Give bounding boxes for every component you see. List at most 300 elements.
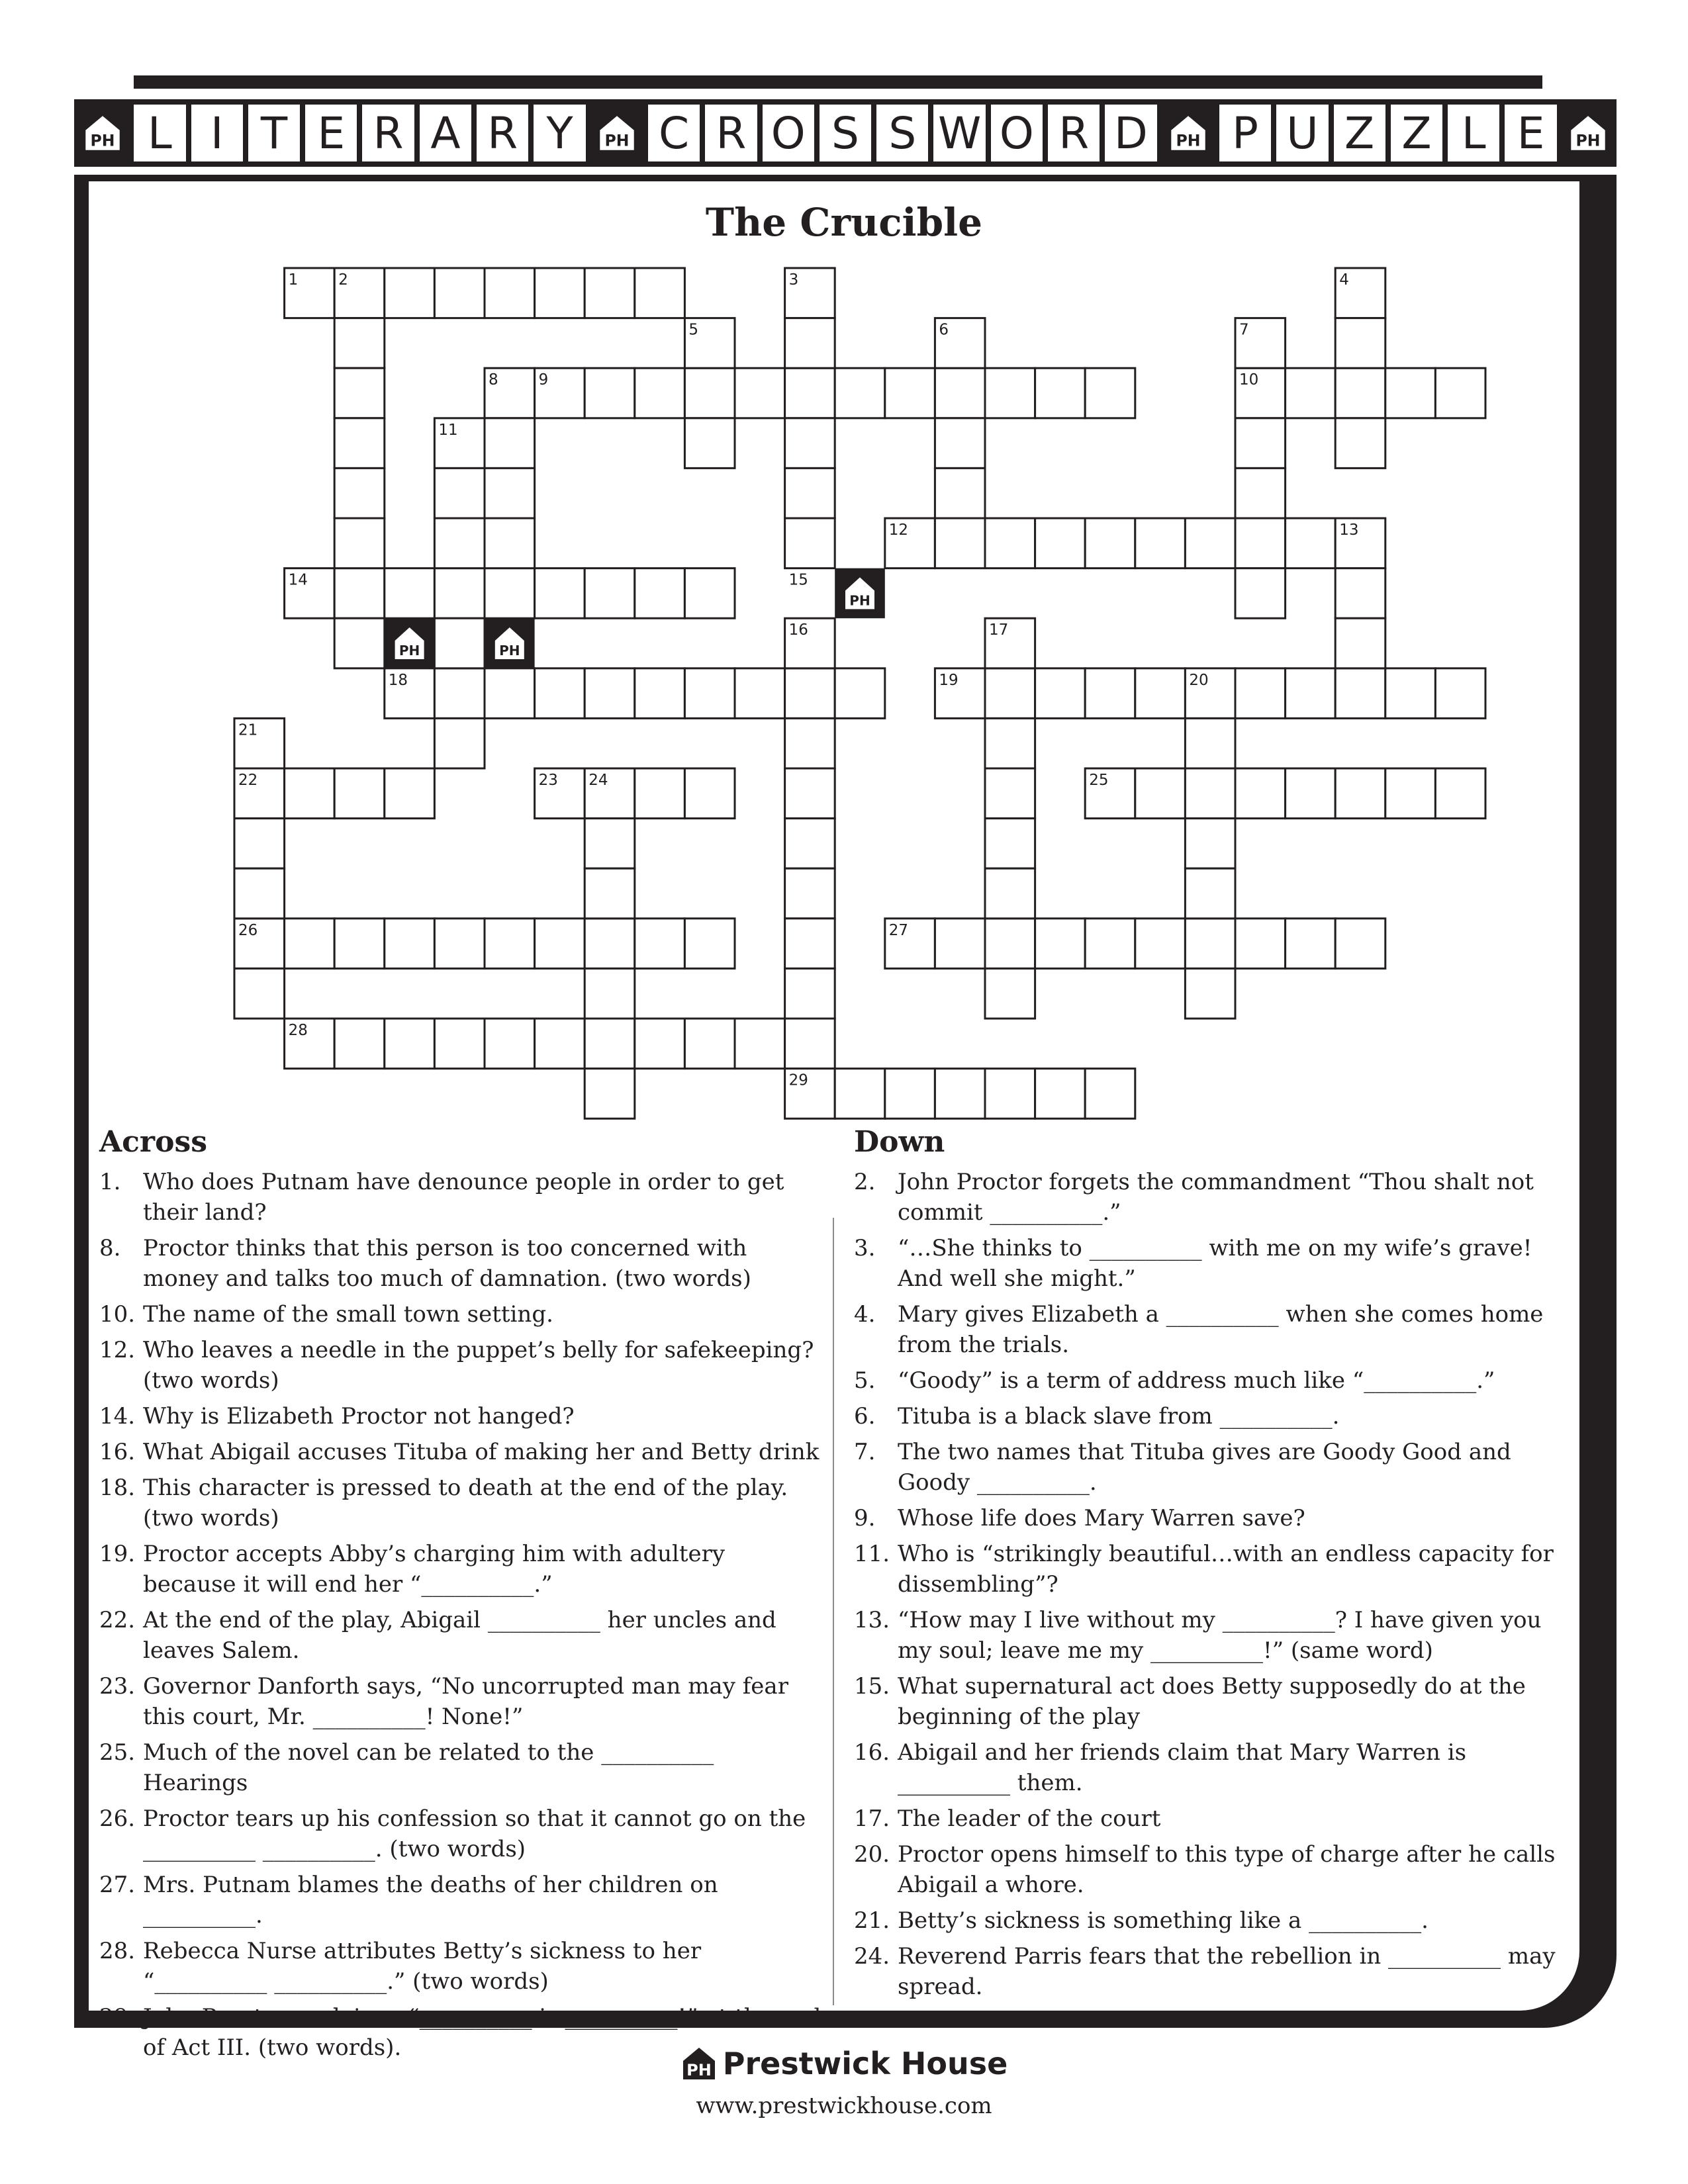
grid-cell[interactable] [785,318,835,369]
clue-number: 6. [854,1403,876,1430]
grid-cell[interactable] [785,819,835,869]
clue-text: The two names that Tituba gives are Goody Good and Goody __________. [898,1439,1511,1496]
grid-cell[interactable] [1235,569,1286,619]
grid-cell[interactable] [1185,868,1235,919]
grid-cell[interactable] [985,819,1035,869]
grid-cell[interactable] [785,668,835,719]
grid-cell[interactable] [434,268,485,318]
clue-number: 14 [288,571,308,589]
clue-number: 13. [854,1607,890,1633]
grid-cell[interactable] [985,518,1035,569]
down-clue [854,1503,1582,1533]
down-clue [854,1737,1582,1798]
grid-cell[interactable] [785,768,835,819]
grid-cell[interactable] [585,1019,635,1069]
grid-cell[interactable] [334,1019,385,1069]
grid-cell[interactable] [1286,768,1336,819]
clue-text: Proctor tears up his confession so that it cannot go on the __________ __________. (two words) [143,1805,806,1862]
title-letter: A [420,105,471,161]
clue-text: Proctor accepts Abby’s charging him with adultery because it will end her “__________.” [143,1541,726,1598]
grid-cell[interactable] [785,919,835,969]
clue-number: 18. [99,1475,136,1501]
grid-cell[interactable] [635,368,685,418]
grid-cell[interactable] [935,368,985,418]
clue-number: 27 [888,921,909,939]
grid-cell[interactable] [1335,368,1385,418]
grid-cell[interactable] [835,1069,885,1119]
grid-cell[interactable] [1235,518,1286,569]
down-clue [854,1671,1582,1732]
grid-cell[interactable] [985,868,1035,919]
grid-cell[interactable] [585,868,635,919]
grid-cell[interactable] [785,368,835,418]
grid-cell[interactable] [935,518,985,569]
grid-cell[interactable] [935,919,985,969]
across-heading: Across [99,1125,208,1159]
grid-cell[interactable] [1185,819,1235,869]
clue-text: Proctor thinks that this person is too concerned with money and talks too much of damnation. (two words) [143,1235,751,1292]
clue-text: Who leaves a needle in the puppet’s belly for safekeeping? (two words) [143,1337,814,1394]
across-clue [99,1539,824,1600]
clue-text: Reverend Parris fears that the rebellion in __________ may spread. [898,1943,1556,2000]
grid-cell[interactable] [935,1069,985,1119]
grid-cell[interactable] [234,819,285,869]
grid-cell[interactable] [485,268,535,318]
across-clue [99,1335,824,1396]
grid-cell[interactable] [585,819,635,869]
grid-cell[interactable] [1085,1069,1135,1119]
clue-number: 11 [438,421,458,439]
grid-cell[interactable] [385,1019,435,1069]
grid-cell[interactable] [985,368,1035,418]
clue-text: Proctor opens himself to this type of charge after he calls Abigail a whore. [898,1841,1556,1898]
grid-cell[interactable] [684,569,735,619]
grid-cell[interactable] [1135,768,1186,819]
grid-cell[interactable] [1435,768,1485,819]
grid-cell[interactable] [434,919,485,969]
grid-cell[interactable] [585,668,635,719]
grid-cell[interactable] [1235,418,1286,469]
grid-cell[interactable] [1335,318,1385,369]
grid-cell[interactable] [684,1019,735,1069]
clue-text: Whose life does Mary Warren save? [898,1505,1305,1531]
grid-cell[interactable] [885,1069,935,1119]
svg-text:PH: PH [1176,131,1201,150]
across-clue [99,1605,824,1666]
clue-number: 3 [788,271,799,289]
grid-cell[interactable] [585,268,635,318]
clue-number: 29 [788,1071,808,1089]
grid-cell[interactable] [334,919,385,969]
grid-cell[interactable] [334,368,385,418]
grid-cell[interactable] [635,919,685,969]
across-clue [99,1401,824,1432]
svg-text:PH: PH [686,2061,712,2079]
clue-text: “How may I live without my __________? I have given you my soul; leave me my __________!” (same word) [898,1607,1542,1664]
grid-cell[interactable] [334,318,385,369]
title-letter: E [305,105,357,161]
down-clue [854,1365,1582,1396]
svg-text:PH: PH [499,643,520,659]
grid-cell[interactable] [985,1069,1035,1119]
grid-cell[interactable] [1185,968,1235,1019]
down-clue [854,1539,1582,1600]
grid-cell[interactable] [985,919,1035,969]
grid-cell[interactable] [485,518,535,569]
clue-text: John Proctor forgets the commandment “Thou shalt not commit __________.” [898,1169,1534,1226]
down-clue [854,1839,1582,1900]
svg-text:PH: PH [399,643,420,659]
across-clue [99,1167,824,1228]
grid-cell[interactable] [234,868,285,919]
across-clue [99,1936,824,1997]
clue-number: 23 [538,772,558,789]
clue-number: 7 [1239,321,1249,339]
clue-number: 24 [588,772,608,789]
grid-cell[interactable] [684,919,735,969]
grid-cell[interactable] [1235,668,1286,719]
clue-text: What Abigail accuses Tituba of making her and Betty drink [143,1439,820,1465]
grid-cell[interactable] [785,468,835,518]
grid-cell[interactable] [434,1019,485,1069]
clue-number: 10 [1239,371,1259,389]
grid-cell[interactable] [485,668,535,719]
title-letter: O [991,105,1043,161]
grid-cell[interactable] [1286,668,1336,719]
grid-cell[interactable] [434,569,485,619]
grid-cell[interactable] [1235,468,1286,518]
clue-number: 21 [238,721,258,739]
grid-cell[interactable] [1085,668,1135,719]
grid-cell[interactable] [785,518,835,569]
clue-text: Betty’s sickness is something like a __________. [898,1907,1429,1934]
grid-cell[interactable] [1235,919,1286,969]
grid-cell[interactable] [585,968,635,1019]
clue-number: 15. [854,1673,890,1700]
clue-text: At the end of the play, Abigail __________ her uncles and leaves Salem. [143,1607,776,1664]
grid-cell[interactable] [635,668,685,719]
grid-cell[interactable] [334,618,385,668]
grid-cell[interactable] [1235,768,1286,819]
grid-cell[interactable] [1335,569,1385,619]
puzzle-title: The Crucible [705,200,983,245]
svg-text:PH: PH [90,131,115,150]
clue-number: 16. [854,1739,890,1766]
grid-cell[interactable] [385,268,435,318]
grid-cell[interactable] [434,618,485,668]
grid-cell[interactable] [1135,668,1186,719]
clue-text: Abigail and her friends claim that Mary Warren is __________ them. [898,1739,1467,1796]
clue-number: 29. [99,2004,136,2030]
grid-cell[interactable] [1335,618,1385,668]
grid-cell[interactable] [385,569,435,619]
brand-name: Prestwick House [722,2046,1008,2081]
clue-number: 17. [854,1805,890,1832]
title-letter: P [1219,105,1271,161]
grid-cell[interactable] [1185,919,1235,969]
clue-text: This character is pressed to death at the end of the play. (two words) [143,1475,788,1531]
grid-cell[interactable] [1035,668,1086,719]
grid-cell[interactable] [485,569,535,619]
grid-cell[interactable] [735,668,785,719]
clue-number: 27. [99,1872,136,1898]
svg-text:PH: PH [604,131,630,150]
grid-cell[interactable] [735,1019,785,1069]
clue-number: 10. [99,1301,136,1328]
grid-cell[interactable] [985,968,1035,1019]
grid-cell[interactable] [1035,919,1086,969]
prestwick-house-logo-icon [385,618,435,668]
grid-cell[interactable] [684,668,735,719]
title-letter: R [1048,105,1100,161]
title-letter: R [477,105,528,161]
grid-cell[interactable] [285,919,335,969]
grid-cell[interactable] [334,468,385,518]
title-letter: S [820,105,871,161]
clue-number: 7. [854,1439,876,1465]
grid-cell[interactable] [535,1019,585,1069]
grid-cell[interactable] [835,368,885,418]
grid-cell[interactable] [1185,768,1235,819]
across-clue [99,1473,824,1533]
clue-number: 25 [1089,772,1109,789]
grid-cell[interactable] [434,668,485,719]
grid-cell[interactable] [535,268,585,318]
title-letter: Z [1391,105,1442,161]
clue-text: Tituba is a black slave from __________. [898,1403,1340,1430]
grid-cell[interactable] [1335,768,1385,819]
across-clue [99,1870,824,1931]
clue-number: 25. [99,1739,136,1766]
across-clue [99,1671,824,1732]
title-letter: R [362,105,414,161]
grid-cell[interactable] [1035,518,1086,569]
grid-cell[interactable] [334,569,385,619]
title-letter: I [191,105,243,161]
grid-cell[interactable] [485,468,535,518]
grid-cell[interactable] [635,1019,685,1069]
clue-number: 28. [99,1938,136,1964]
clue-number: 5 [688,321,699,339]
clue-number: 12. [99,1337,136,1363]
grid-cell[interactable] [1435,368,1485,418]
grid-cell[interactable] [1135,919,1186,969]
title-letter: T [248,105,300,161]
grid-cell[interactable] [385,919,435,969]
grid-cell[interactable] [1085,518,1135,569]
clue-number: 1. [99,1169,121,1195]
clue-number: 5. [854,1367,876,1394]
grid-cell[interactable] [835,668,885,719]
grid-cell[interactable] [985,668,1035,719]
down-clue [854,1299,1582,1360]
grid-cell[interactable] [485,1019,535,1069]
clue-text: The name of the small town setting. [143,1301,553,1328]
clue-number: 16 [788,621,808,639]
clue-text: What supernatural act does Betty supposedly do at the beginning of the play [898,1673,1526,1730]
grid-cell[interactable] [234,968,285,1019]
column-divider [833,1218,834,2005]
clue-number: 8 [489,371,498,389]
grid-cell[interactable] [635,768,685,819]
across-clues [99,1125,824,2068]
clue-text: The leader of the court [898,1805,1161,1832]
grid-cell[interactable] [785,868,835,919]
down-clue [854,1941,1582,2002]
clue-number: 24. [854,1943,890,1970]
title-letter: S [876,105,928,161]
title-letter: R [705,105,757,161]
grid-cell[interactable] [535,668,585,719]
clue-number: 26 [238,921,258,939]
clue-number: 22. [99,1607,136,1633]
grid-cell[interactable] [635,569,685,619]
clue-text: Rebecca Nurse attributes Betty’s sickness to her “__________ __________.” (two words) [143,1938,702,1995]
grid-cell[interactable] [935,468,985,518]
grid-cell[interactable] [1286,518,1336,569]
footer-logo [0,2045,1688,2082]
grid-cell[interactable] [1335,919,1385,969]
clue-number: 1 [288,271,299,289]
title-letter: E [1505,105,1556,161]
down-clue [854,1233,1582,1294]
grid-cell[interactable] [585,569,635,619]
grid-cell[interactable] [334,418,385,469]
title-letter: U [1276,105,1328,161]
clue-text: “…She thinks to __________ with me on my wife’s grave! And well she might.” [898,1235,1532,1292]
clue-number: 23. [99,1673,136,1700]
grid-cell[interactable] [1335,418,1385,469]
clue-text: Mrs. Putnam blames the deaths of her children on __________. [143,1872,718,1929]
grid-cell[interactable] [1085,919,1135,969]
grid-cell[interactable] [485,418,535,469]
title-letter: L [134,105,185,161]
clue-number: 3. [854,1235,876,1261]
title-letter: L [1448,105,1499,161]
down-clue [854,1437,1582,1498]
grid-cell[interactable] [285,768,335,819]
grid-cell[interactable] [385,768,435,819]
grid-cell[interactable] [334,768,385,819]
grid-cell[interactable] [684,418,735,469]
clue-text: Why is Elizabeth Proctor not hanged? [143,1403,575,1430]
grid-cell[interactable] [985,718,1035,768]
clue-number: 20 [1189,671,1209,689]
clue-number: 20. [854,1841,890,1868]
clue-number: 17 [989,621,1009,639]
grid-cell[interactable] [1185,518,1235,569]
clue-text: “Goody” is a term of address much like “__________.” [898,1367,1495,1394]
clue-text: Much of the novel can be related to the __________ Hearings [143,1739,714,1796]
grid-cell[interactable] [434,468,485,518]
title-letter: Z [1334,105,1385,161]
grid-cell[interactable] [785,968,835,1019]
down-clue [854,1401,1582,1432]
grid-cell[interactable] [434,718,485,768]
grid-cell[interactable] [1135,518,1186,569]
clue-number: 11. [854,1541,890,1567]
grid-cell[interactable] [935,418,985,469]
down-heading: Down [854,1125,945,1159]
grid-cell[interactable] [1435,668,1485,719]
svg-text:PH: PH [849,592,870,609]
clue-number: 19 [939,671,959,689]
across-clue [99,1233,824,1294]
grid-cell[interactable] [735,368,785,418]
grid-cell[interactable] [1185,718,1235,768]
grid-cell[interactable] [485,919,535,969]
grid-cell[interactable] [1286,368,1336,418]
clue-number: 9 [538,371,549,389]
grid-cell[interactable] [1335,668,1385,719]
clue-number: 4 [1339,271,1349,289]
clue-number: 14. [99,1403,136,1430]
title-letter: Y [534,105,585,161]
grid-cell[interactable] [334,518,385,569]
clue-number: 13 [1339,522,1359,539]
grid-cell[interactable] [785,1019,835,1069]
across-clue [99,1737,824,1798]
grid-cell[interactable] [635,268,685,318]
grid-cell[interactable] [535,919,585,969]
grid-cell[interactable] [785,418,835,469]
grid-cell[interactable] [684,768,735,819]
clue-number: 18 [388,671,408,689]
grid-cell[interactable] [1035,368,1086,418]
clue-text: Who is “strikingly beautiful…with an endless capacity for dissembling”? [898,1541,1554,1598]
clue-text: Who does Putnam have denounce people in order to get their land? [143,1169,784,1226]
across-clue [99,1437,824,1467]
clue-number: 22 [238,772,258,789]
clue-number: 15 [788,571,808,589]
title-letter: W [933,105,985,161]
down-clue [854,1167,1582,1228]
grid-cell[interactable] [1385,768,1436,819]
grid-cell[interactable] [785,718,835,768]
grid-cell[interactable] [1035,1069,1086,1119]
grid-cell[interactable] [1286,919,1336,969]
title-letter: C [648,105,700,161]
down-clues [854,1125,1582,2007]
clue-number: 16. [99,1439,136,1465]
grid-cell[interactable] [684,368,735,418]
prestwick-house-logo-icon [835,569,885,619]
clue-number: 2 [338,271,348,289]
grid-cell[interactable] [885,368,935,418]
clue-number: 12 [888,522,909,539]
grid-cell[interactable] [1385,368,1436,418]
grid-cell[interactable] [1385,668,1436,719]
across-clue [99,1803,824,1864]
svg-text:PH: PH [1575,131,1601,150]
grid-cell[interactable] [535,569,585,619]
prestwick-house-logo-icon [485,618,535,668]
title-letter: D [1105,105,1156,161]
grid-cell[interactable] [985,768,1035,819]
footer-url[interactable]: www.prestwickhouse.com [696,2093,992,2119]
clue-number: 28 [288,1022,308,1039]
down-clue [854,1605,1582,1666]
grid-cell[interactable] [585,919,635,969]
grid-cell[interactable] [434,518,485,569]
clue-number: 9. [854,1505,876,1531]
grid-cell[interactable] [585,368,635,418]
grid-cell[interactable] [585,1069,635,1119]
clue-text: Governor Danforth says, “No uncorrupted man may fear this court, Mr. __________! None!” [143,1673,788,1730]
clue-number: 4. [854,1301,876,1328]
grid-cell[interactable] [1085,368,1135,418]
title-letter: O [763,105,814,161]
